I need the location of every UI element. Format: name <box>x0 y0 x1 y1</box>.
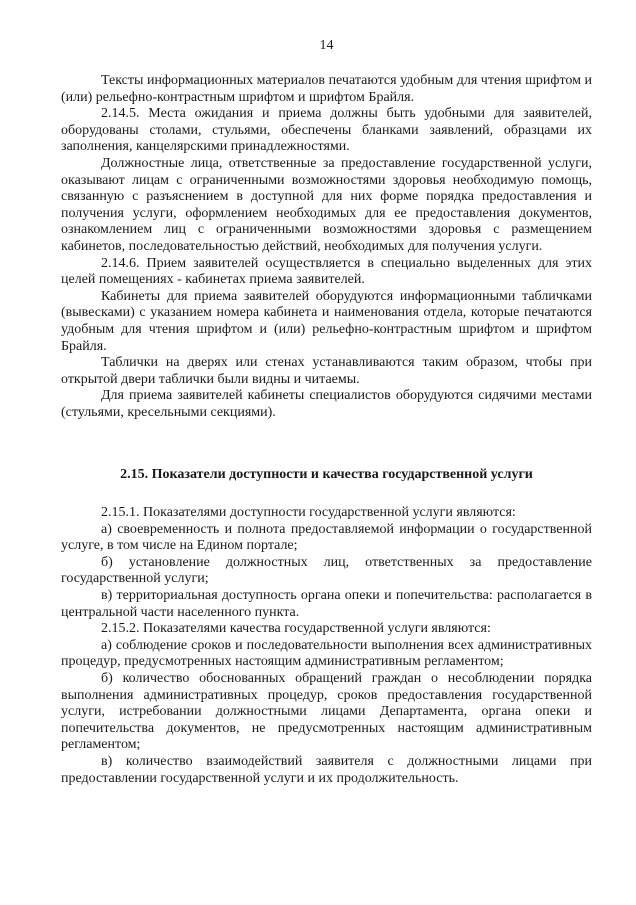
paragraph: Кабинеты для приема заявителей оборудуются информационными табличками (вывесками) с указанием номера кабинета и наименования отдела, которые печатаются удобным для чтения шрифтом и (или) рельефно-контрастным шрифтом и шрифтом Брайля. <box>61 288 592 354</box>
page-number: 14 <box>319 38 334 53</box>
paragraph: Должностные лица, ответственные за предоставление государственной услуги, оказывают лицам с ограниченными возможностями здоровья необходимую помощь, связанную с разъяснением в доступной для них форме порядка предоставления и получения услуги, оформлением необходимых для ее предоставления документов, ознакомлением лиц с ограниченными возможностями здоровья с размещением кабинетов, последовательностью действий, необходимых для получения услуги. <box>61 155 592 254</box>
paragraph: 2.14.5. Места ожидания и приема должны быть удобными для заявителей, оборудованы столами, стульями, обеспечены бланками заявлений, образцами их заполнения, канцелярскими принадлежностями. <box>61 106 592 155</box>
list-item: б) установление должностных лиц, ответственных за предоставление государственной услуги; <box>61 554 592 587</box>
paragraph: 2.15.2. Показателями качества государственной услуги являются: <box>101 621 491 637</box>
list-item: а) соблюдение сроков и последовательности выполнения всех административных процедур, предусмотренных настоящим административным регламентом; <box>61 637 592 670</box>
paragraph: Таблички на дверях или стенах устанавливаются таким образом, чтобы при открытой двери таблички были видны и читаемы. <box>61 355 592 387</box>
paragraph: 2.14.6. Прием заявителей осуществляется в специально выделенных для этих целей помещениях - кабинетах приема заявителей. <box>61 255 592 288</box>
list-item: а) своевременность и полнота предоставляемой информации о государственной услуге, в том числе на Едином портале; <box>61 521 592 554</box>
paragraph: 2.15.1. Показателями доступности государственной услуги являются: <box>101 505 516 520</box>
section-2-14-text <box>61 73 592 421</box>
paragraph: Для приема заявителей кабинеты специалистов оборудуются сидячими местами (стульями, кресельными секциями). <box>61 388 592 420</box>
list-item: в) количество взаимодействий заявителя с должностными лицами при предоставлении государственной услуги и их продолжительность. <box>61 753 592 786</box>
paragraph: Тексты информационных материалов печатаются удобным для чтения шрифтом и (или) рельефно-контрастным шрифтом и шрифтом Брайля. <box>61 73 592 105</box>
list-item: в) территориальная доступность органа опеки и попечительства: располагается в центральной части населенного пункта. <box>61 587 592 620</box>
list-item: б) количество обоснованных обращений граждан о несоблюдении порядка выполнения административных процедур, сроков предоставления государственной услуги, истребовании должностными лицами Департамента, органа опеки и попечительства документов, не предусмотренных настоящим административным регламентом; <box>61 670 592 753</box>
section-2-15-text <box>61 505 592 787</box>
section-heading: 2.15. Показатели доступности и качества государственной услуги <box>120 467 533 482</box>
